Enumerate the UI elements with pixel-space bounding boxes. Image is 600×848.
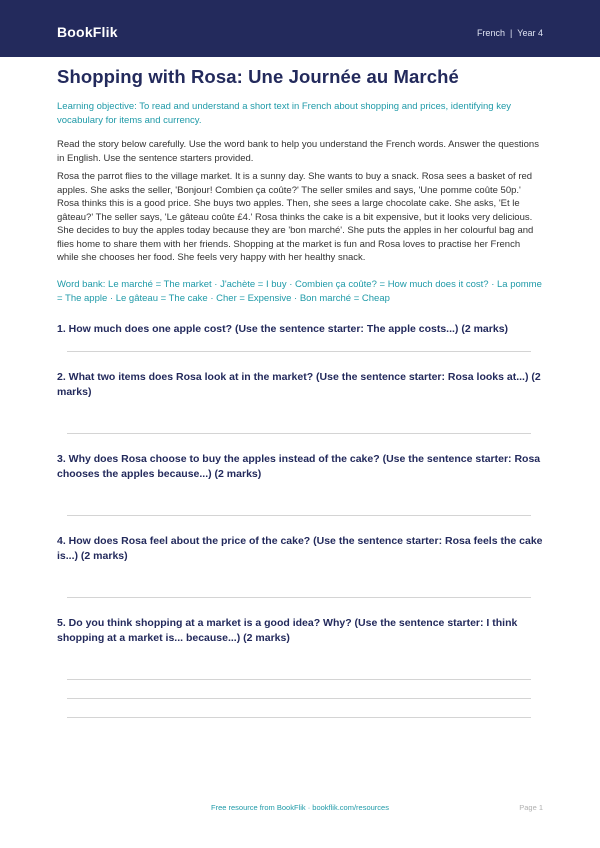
instructions-text: Read the story below carefully. Use the word bank to help you understand the French words. Answer the questions in English. Use the sentence starters provided. xyxy=(57,139,539,164)
answer-line[interactable] xyxy=(67,433,531,434)
year-label: Year 4 xyxy=(517,28,543,38)
separator: | xyxy=(509,28,513,38)
question-3: 3. Why does Rosa choose to buy the apples instead of the cake? (Use the sentence starter: Rosa chooses the apples because...) (2 marks) xyxy=(57,453,541,480)
learning-objective: Learning objective: To read and understand a short text in French about shopping and prices, identifying key vocabulary for items and currency. xyxy=(57,101,512,126)
subject-year-label xyxy=(477,28,543,38)
word-bank: Word bank: Le marché = The market · J'achète = I buy · Combien ça coûte? = How much does it cost? · La pomme = The apple · Le gâteau = The cake · Cher = Expensive · Bon marché = Cheap xyxy=(57,279,542,304)
question-1: 1. How much does one apple cost? (Use the sentence starter: The apple costs...) (2 marks) xyxy=(57,323,509,335)
answer-line[interactable] xyxy=(67,717,531,718)
question-4: 4. How does Rosa feel about the price of the cake? (Use the sentence starter: Rosa feels the cake is...) (2 marks) xyxy=(57,535,543,562)
answer-line[interactable] xyxy=(67,698,531,699)
answer-line[interactable] xyxy=(67,597,531,598)
question-5: 5. Do you think shopping at a market is a good idea? Why? (Use the sentence starter: I think shopping at a market is... because...) (2 marks) xyxy=(57,617,518,644)
question-2: 2. What two items does Rosa look at in the market? (Use the sentence starter: Rosa looks at...) (2 marks) xyxy=(57,371,541,398)
header-bar xyxy=(0,0,600,57)
answer-line[interactable] xyxy=(67,515,531,516)
answer-line[interactable] xyxy=(67,679,531,680)
page-number: Page 1 xyxy=(519,803,543,812)
answer-line[interactable] xyxy=(67,351,531,352)
brand-logo: BookFlik xyxy=(57,24,118,40)
story-text: Rosa the parrot flies to the village market. It is a sunny day. She wants to buy a snack. Rosa sees a basket of red apples. She asks the seller, 'Bonjour! Combien ça coûte?' The seller smiles and says, 'Une pomme coûte 50p.' Rosa thinks this is a good price. She buys two apples. Then, she sees a large chocolate cake. She asks, 'Et le gâteau?' The seller says, 'Le gâteau coûte £4.' Rosa thinks the cake is a bit expensive, but it looks very delicious. She decides to buy the apples today because they are 'bon marché'. She puts the apples in her colourful bag and flies home to share them with her friends. Shopping at the market is fun and Rosa loves to practise her French while she chooses her food. She feels very happy with her healthy snack. xyxy=(57,171,534,263)
subject-label: French xyxy=(476,28,505,38)
page-title: Shopping with Rosa: Une Journée au Marché xyxy=(57,66,459,87)
footer-credit: Free resource from BookFlik · bookflik.com/resources xyxy=(211,803,389,812)
